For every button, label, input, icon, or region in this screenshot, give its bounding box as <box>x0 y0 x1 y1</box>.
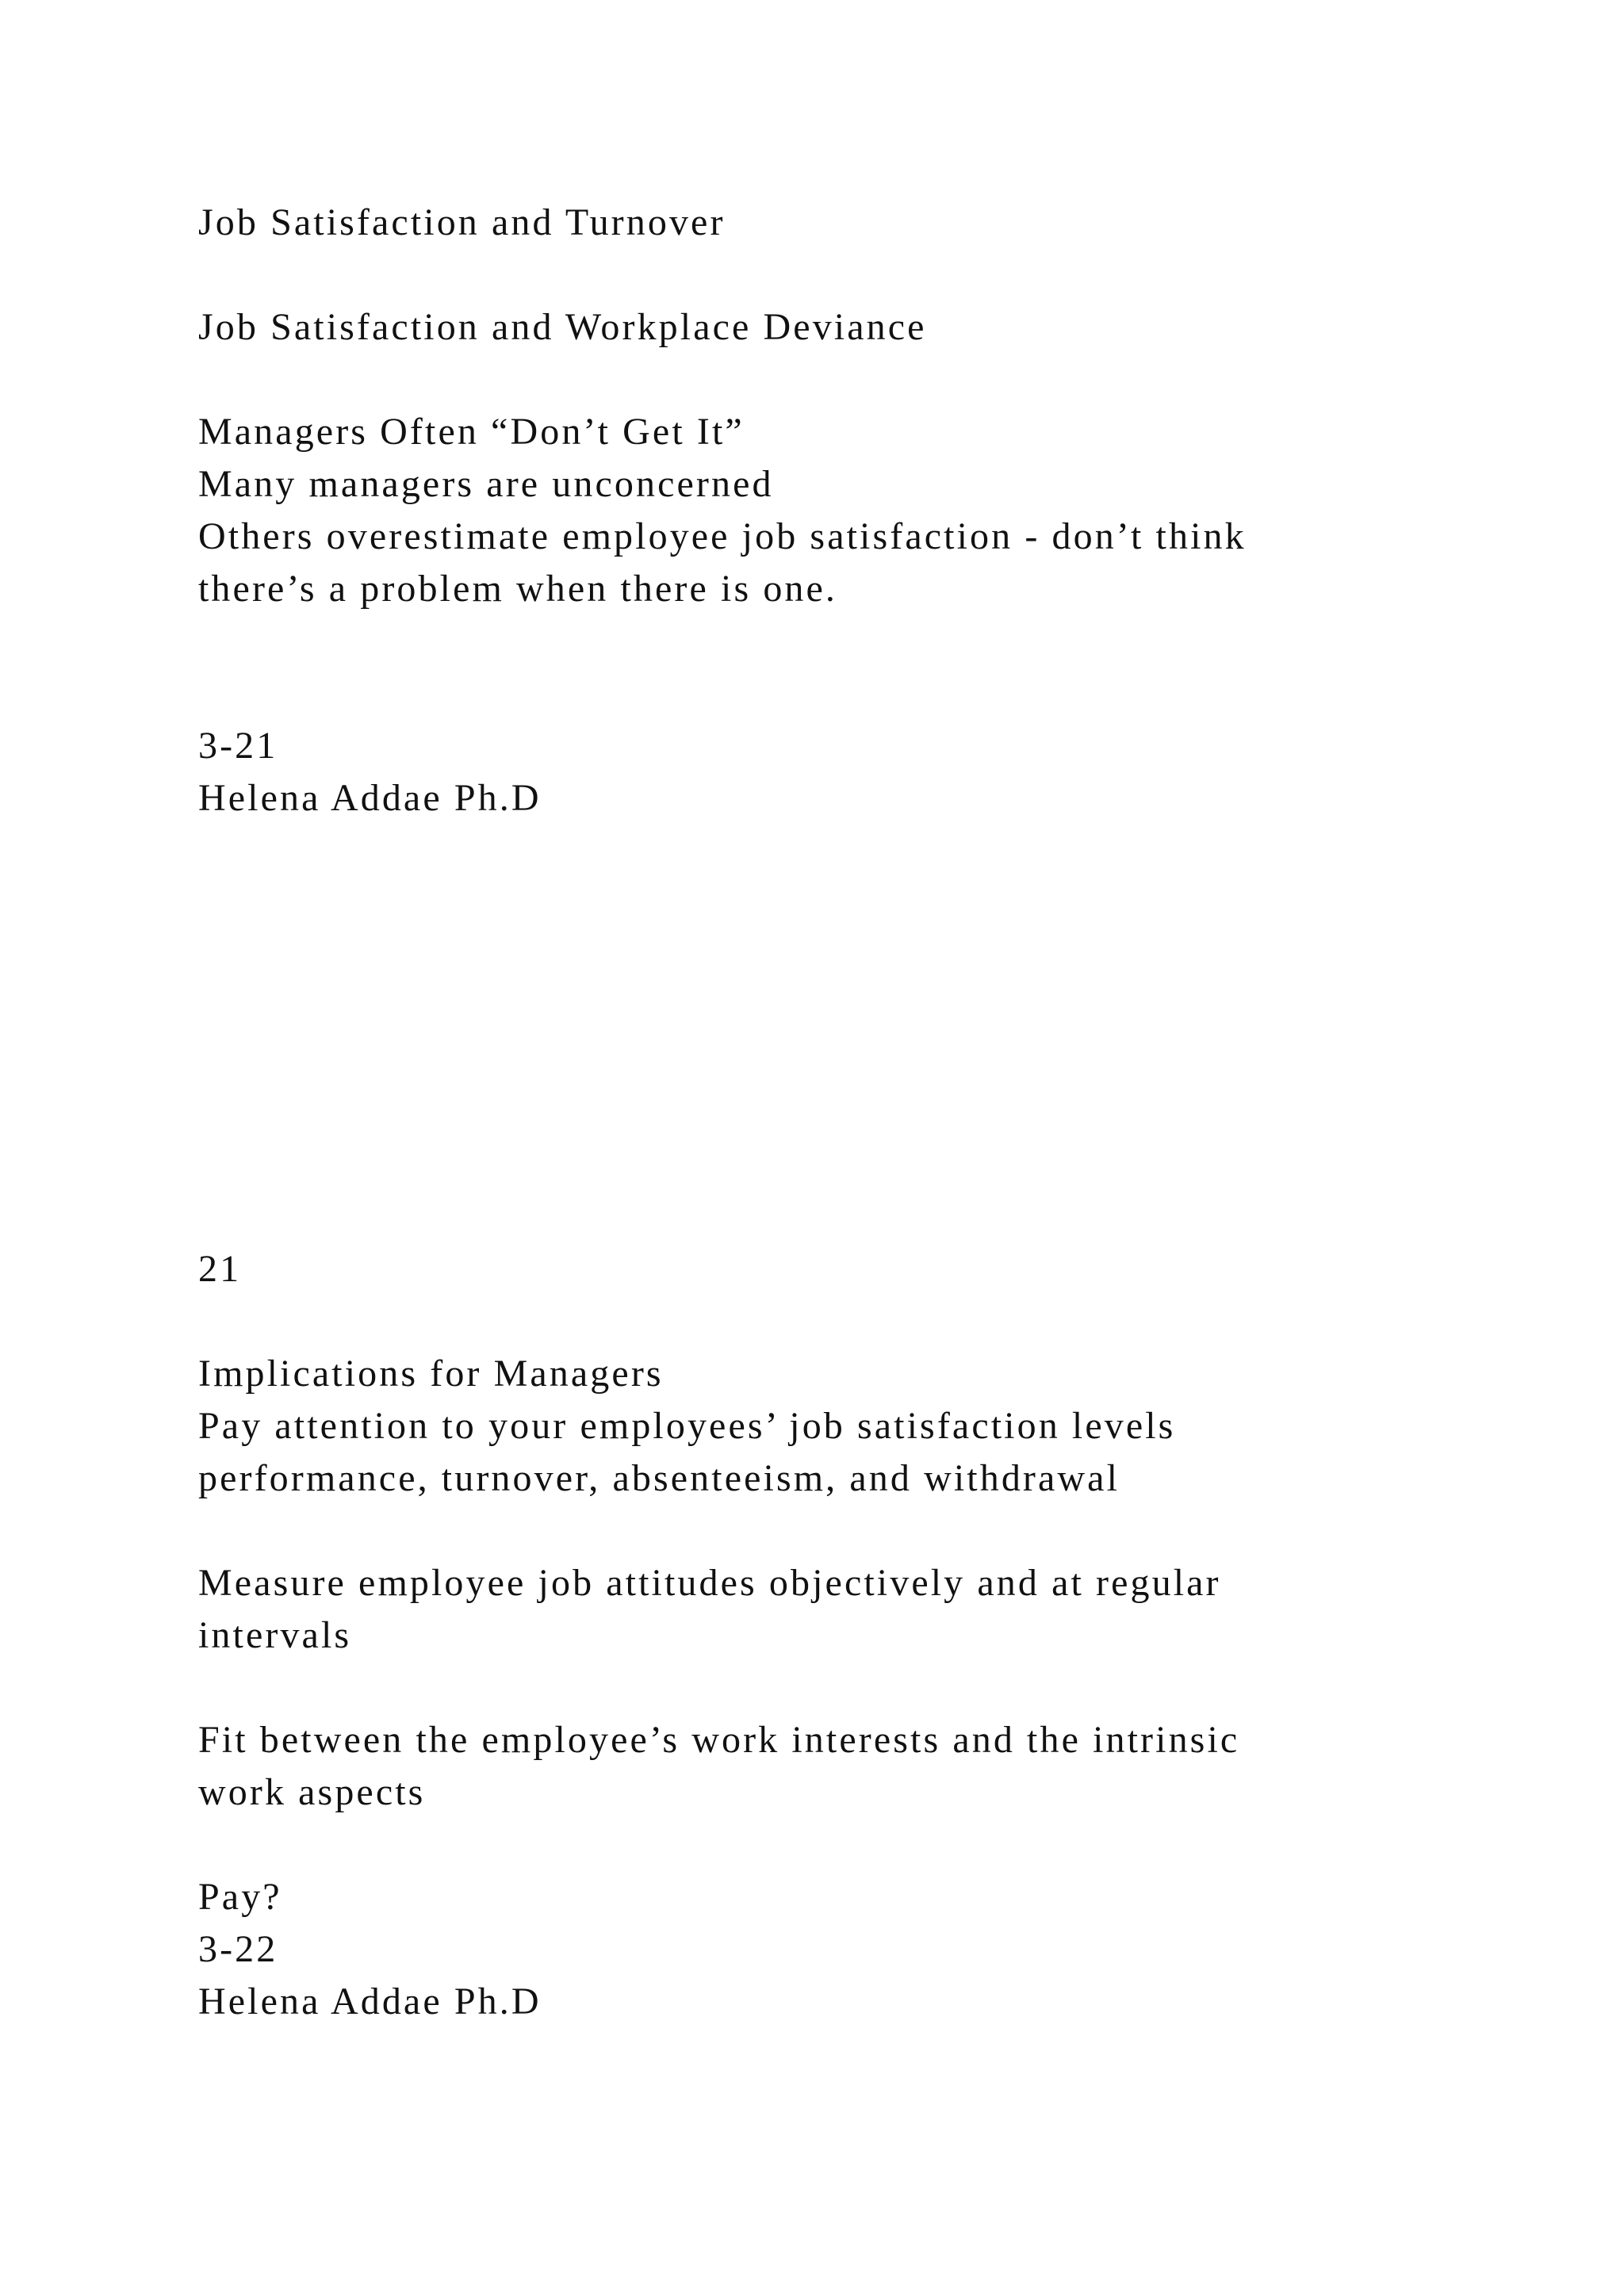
heading-implications-for-managers: Implications for Managers <box>198 1353 664 1395</box>
text-fit-between-line-1: Fit between the employee’s work interests and the intrinsic <box>198 1719 1240 1761</box>
heading-job-satisfaction-turnover: Job Satisfaction and Turnover <box>198 201 726 243</box>
text-managers-unconcerned: Many managers are unconcerned <box>198 463 774 505</box>
heading-managers-dont-get-it: Managers Often “Don’t Get It” <box>198 411 745 453</box>
page-number: 21 <box>198 1248 242 1290</box>
slide-number-3-22: 3-22 <box>198 1928 278 1970</box>
heading-job-satisfaction-workplace-deviance: Job Satisfaction and Workplace Deviance <box>198 306 927 348</box>
text-pay-attention-line-1: Pay attention to your employees’ job satisfaction levels <box>198 1405 1176 1447</box>
text-overestimate-line-1: Others overestimate employee job satisfaction - don’t think <box>198 515 1247 557</box>
text-measure-attitudes-line-1: Measure employee job attitudes objectively and at regular <box>198 1562 1221 1604</box>
slide-number-3-21: 3-21 <box>198 725 278 767</box>
author-name-1: Helena Addae Ph.D <box>198 777 542 819</box>
author-name-2: Helena Addae Ph.D <box>198 1980 542 2022</box>
text-overestimate-line-2: there’s a problem when there is one. <box>198 568 838 610</box>
text-measure-attitudes-line-2: intervals <box>198 1614 352 1656</box>
text-fit-between-line-2: work aspects <box>198 1771 426 1813</box>
text-pay-attention-line-2: performance, turnover, absenteeism, and withdrawal <box>198 1457 1120 1499</box>
text-pay-question: Pay? <box>198 1876 282 1918</box>
